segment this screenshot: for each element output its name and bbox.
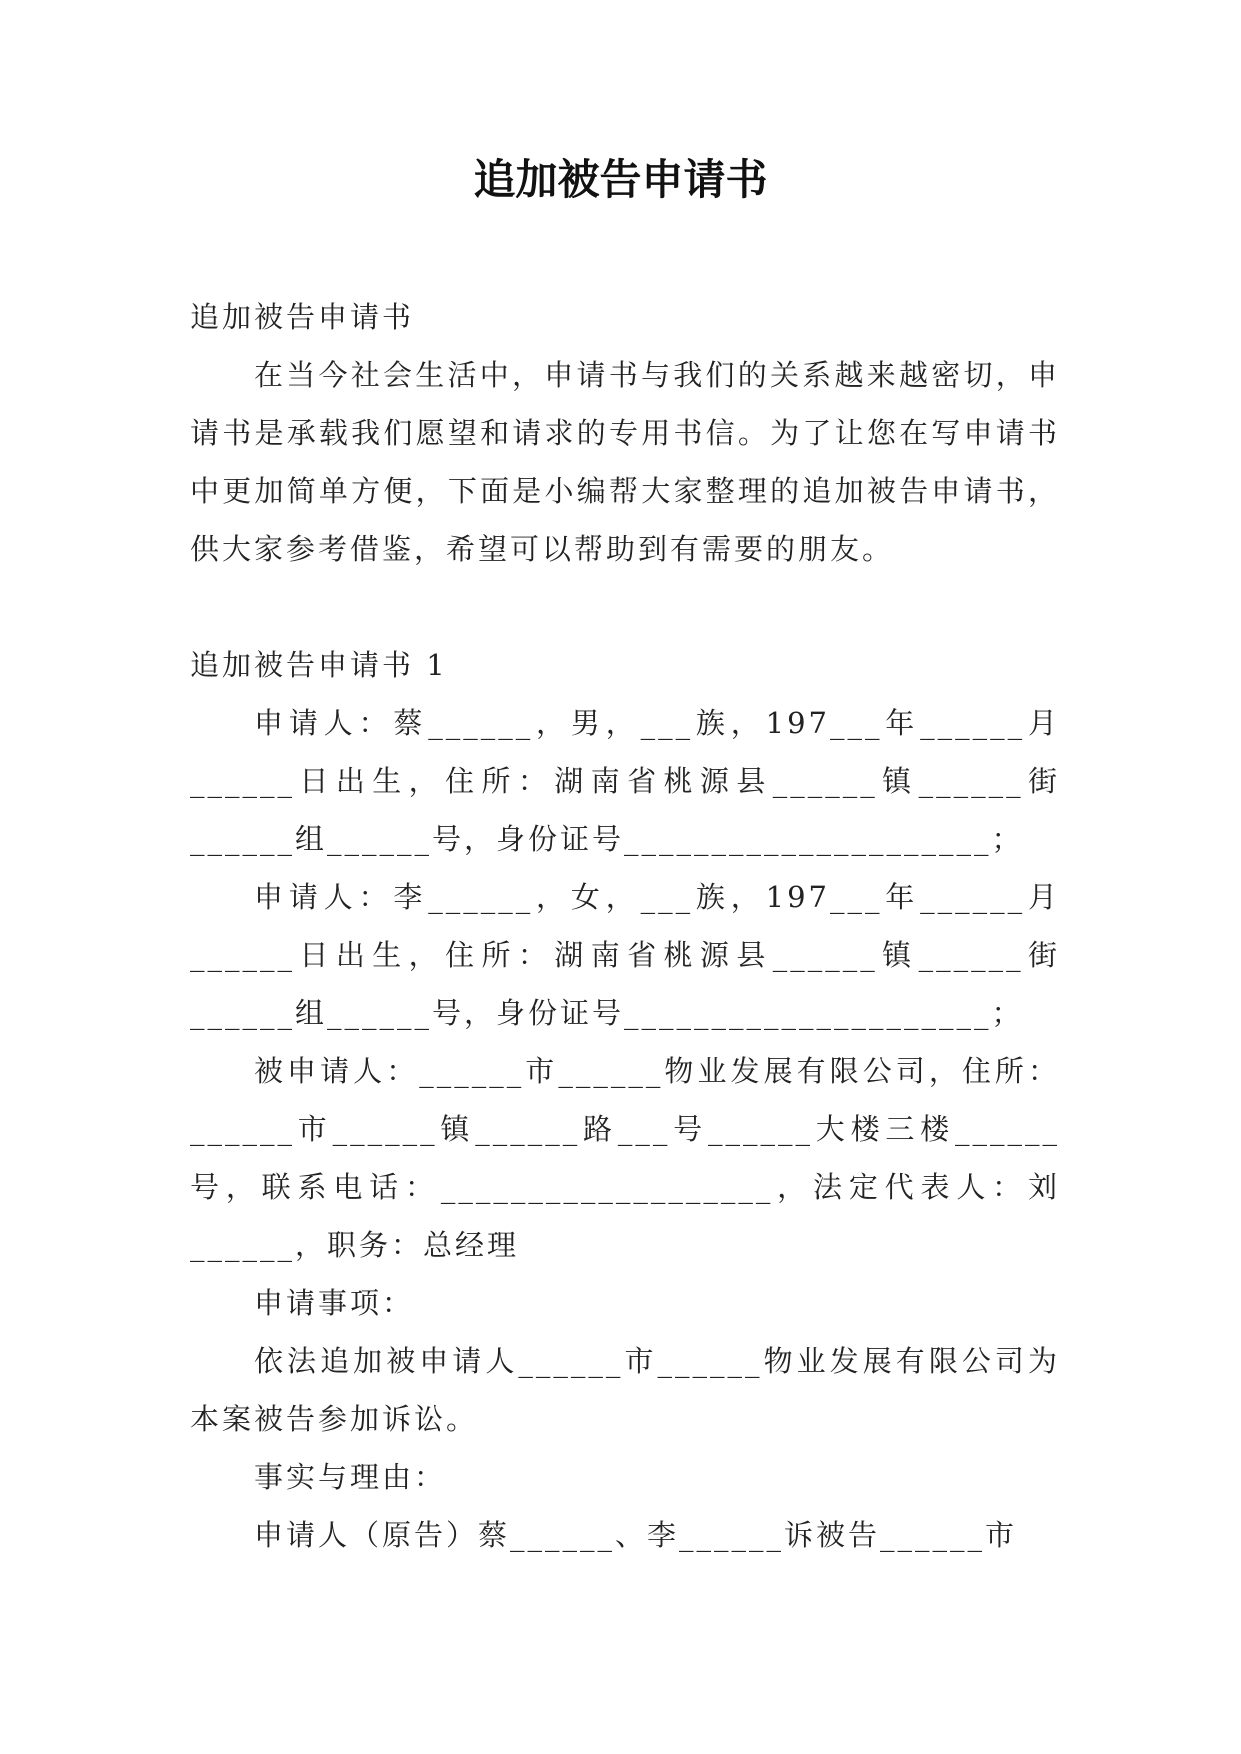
facts-reasons-heading: 事实与理由： xyxy=(254,1460,447,1494)
document-body xyxy=(190,288,1060,1564)
paragraph-gap xyxy=(190,578,1060,636)
document-title: 追加被告申请书 xyxy=(473,155,768,204)
applicant-cai-paragraph: 申请人：蔡______，男，___族，197___年______月______日出生，住所：湖南省桃源县______镇______街______组______号，身份证号_____________________； xyxy=(190,706,1060,856)
facts-reasons-paragraph: 申请人（原告）蔡______、李______诉被告______市 xyxy=(254,1518,1018,1552)
request-items-heading: 申请事项： xyxy=(254,1286,415,1320)
intro-paragraph: 在当今社会生活中，申请书与我们的关系越来越密切，申请书是承载我们愿望和请求的专用书信。为了让您在写申请书中更加简单方便，下面是小编帮大家整理的追加被告申请书，供大家参考借鉴，希望可以帮助到有需要的朋友。 xyxy=(190,358,1060,566)
applicant-li-paragraph: 申请人：李______，女，___族，197___年______月______日出生，住所：湖南省桃源县______镇______街______组______号，身份证号_____________________； xyxy=(190,880,1060,1030)
respondent-paragraph: 被申请人：______市______物业发展有限公司，住所：______市______镇______路___号______大楼三楼______号，联系电话：___________________，法定代表人：刘______，职务：总经理 xyxy=(190,1054,1060,1262)
request-items-paragraph: 依法追加被申请人______市______物业发展有限公司为本案被告参加诉讼。 xyxy=(190,1344,1060,1436)
sample-heading: 追加被告申请书 1 xyxy=(190,648,448,682)
section-heading: 追加被告申请书 xyxy=(190,300,415,334)
